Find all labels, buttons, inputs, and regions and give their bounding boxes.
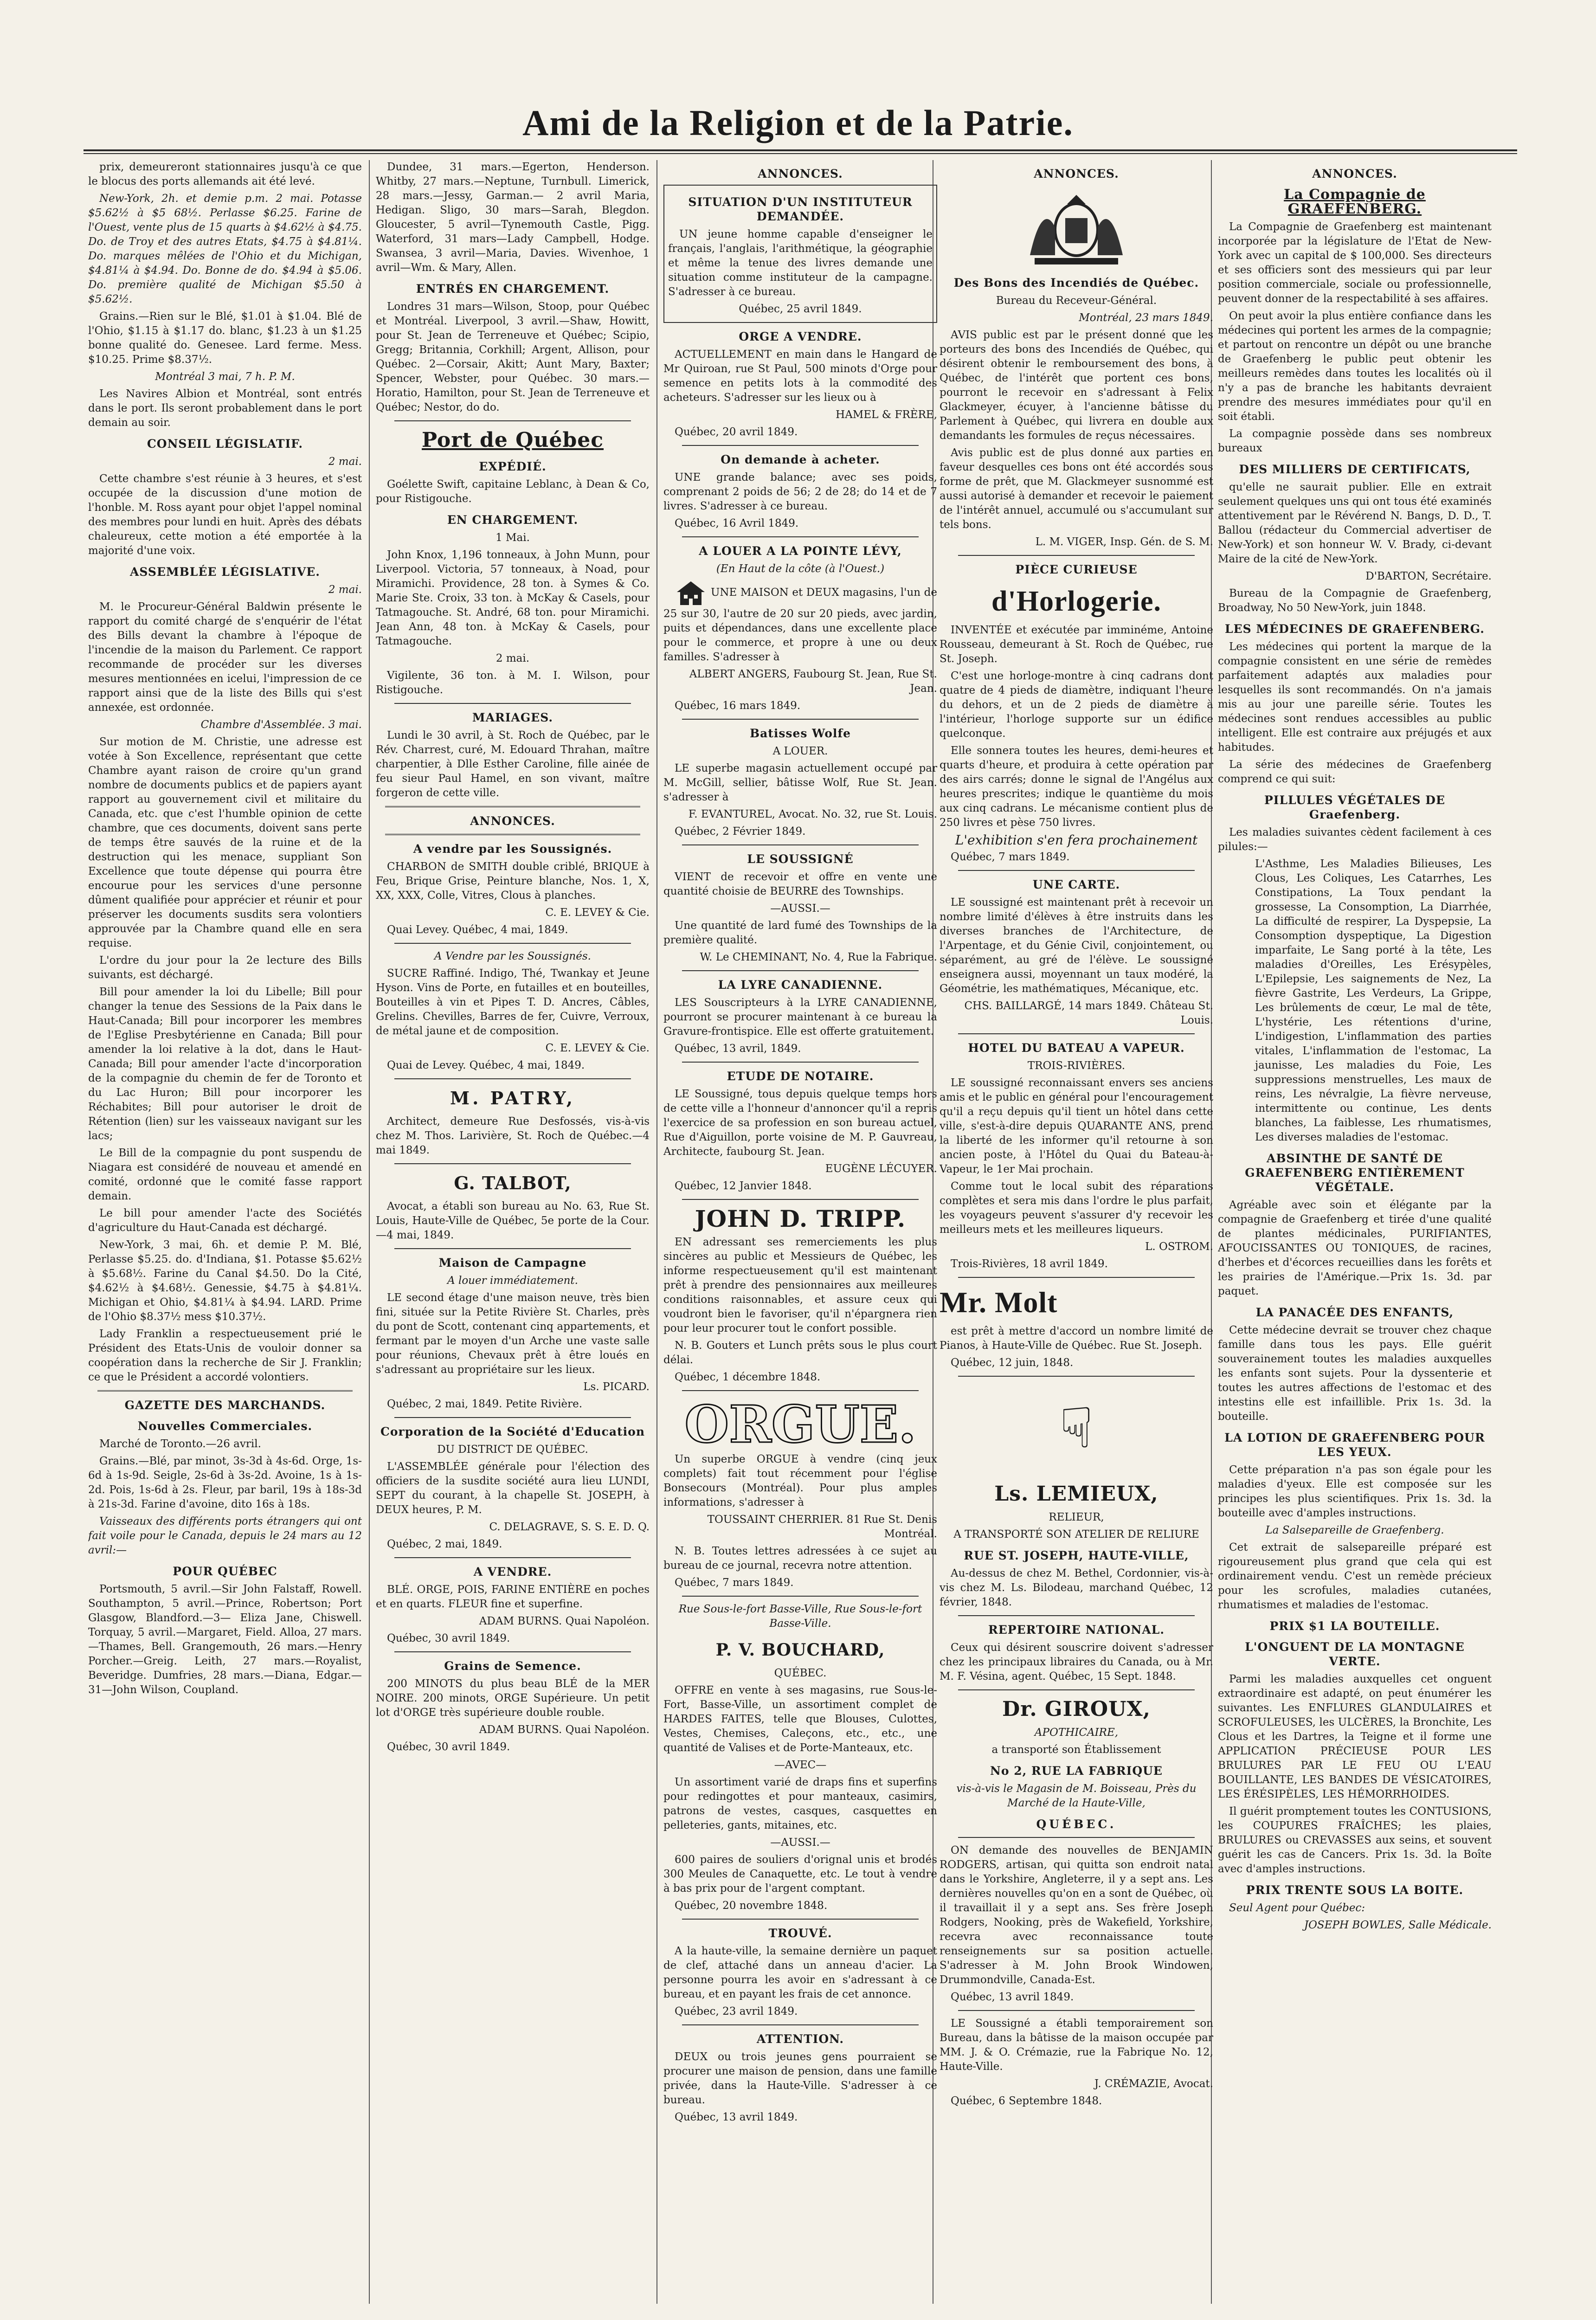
paragraph: DEUX ou trois jeunes gens pourraient se procurer une maison de pension, dans une famille privée, dans la Haute-Ville. S'adresser à ce bureau.: [663, 2051, 937, 2106]
ad-subheading: A louer immédiatement.: [447, 1275, 578, 1287]
section-heading: ANNONCES.: [1034, 167, 1119, 180]
divider: [682, 1596, 919, 1597]
paragraph: 600 paires de souliers d'orignal unis et brodés 300 Meules de Canaquette, etc. Le tout à vendre à bas prix pour de l'argent comptant.: [663, 1854, 937, 1895]
paragraph: Québec, 2 mai, 1849.: [387, 1538, 502, 1550]
paragraph: Parmi les maladies auxquelles cet onguent extraordinaire est adapté, on peut énumérer les suivantes. Les ENFLURES GLANDULAIRES et SCROFULEUSES, les ULCÈRES, la Bronchite, Les Clous et les Dartres, la Teigne et il forme une APPLICATION PRÉCIEUSE POUR LES BRULURES PAR LE FEU OU L'EAU BOUILLANTE, LES BANDES DE VÉSICATOIRES, LES ÉRÉSIPÈLES, LES HÉMORRHOIDES.: [1218, 1673, 1492, 1800]
ad-subheading: RELIEUR,: [1049, 1511, 1104, 1523]
paragraph: On peut avoir la plus entière confiance dans les médecines qui portent les armes de la compagnie; et partout on rencontre un dépôt ou une branche de Graefenberg le public peut obtenir les meilleurs remèdes dans toutes les localités où il n'y a pas de branche les habitants devraient prendre des mesures immédiates pour qu'il en soit établi.: [1218, 310, 1492, 423]
ad-heading: La Compagnie de GRAEFENBERG.: [1284, 187, 1426, 217]
paragraph: UNE grande balance; avec ses poids, comprenant 2 poids de 56; 2 de 28; do 14 et de 7 livres. S'adresser à ce bureau.: [663, 471, 937, 512]
paragraph: Vigilente, 36 ton. à M. I. Wilson, pour Ristigouche.: [376, 670, 650, 696]
paragraph: Le Bill de la compagnie du pont suspendu de Niagara est considéré de nouveau et amendé en comité, ordonné que le comité fasse rapport demain.: [88, 1147, 362, 1202]
ad-heading: PIÈCE CURIEUSE: [1015, 563, 1138, 576]
divider: [394, 1163, 631, 1164]
signature: L. OSTROM.: [1145, 1241, 1213, 1253]
paragraph: Lundi le 30 avril, à St. Roch de Québec, par le Rév. Charrest, curé, M. Edouard Thrahan, maître charpentier, à Dlle Esther Caroline, fille ainée de feu sieur Paul Hamel, en son vivant, maître forgeron de cette ville.: [376, 729, 650, 799]
paragraph: EN adressant ses remerciements les plus sincères au public et Messieurs de Québec, les informe respectueusement qu'il est maintenant prêt à prendre des pensionnaires aux meilleures conditions raisonnables, et assure ceux qui voudront bien le favoriser, qu'il n'épargnera rien pour leur procurer tout le confort possible.: [663, 1236, 937, 1334]
divider: [385, 834, 640, 835]
divider: [394, 943, 631, 944]
paragraph: Cet extrait de salsepareille préparé est rigoureusement plus grand que cela qui est ordinairement vendu. C'est un remède précieux pour les scrofules, maladies cutanées, rhumatismes et maladies de l'estomac.: [1218, 1541, 1492, 1611]
paragraph: N. B. Toutes lettres adressées à ce sujet au bureau de ce journal, recevra notre attention.: [663, 1545, 937, 1572]
paragraph: Québec, 7 mars 1849.: [675, 1577, 794, 1589]
column-5: [1218, 160, 1492, 2304]
paragraph: Québec, 2 Février 1849.: [675, 825, 806, 838]
ad-heading: QUÉBEC.: [1036, 1817, 1117, 1831]
paragraph: Québec, 16 mars 1849.: [675, 700, 801, 712]
paragraph: Une quantité de lard fumé des Townships de la première qualité.: [663, 920, 937, 946]
ad-heading: HOTEL DU BATEAU A VAPEUR.: [968, 1041, 1185, 1055]
paragraph: Marché de Toronto.—26 avril.: [99, 1438, 261, 1450]
paragraph: Cette préparation n'a pas son égale pour les maladies d'yeux. Elle est composée sur les principes les plus scientifiques. Prix 1s. 3d. la bouteille avec d'amples instructions.: [1218, 1464, 1492, 1519]
paragraph: Portsmouth, 5 avril.—Sir John Falstaff, Rowell. Southampton, 5 avril.—Prince, Robertson; Port Glasgow, Blandford.—3— Eliza Jane, Chiswell. Torquay, 5 avril.—Margaret, Field. Alloa, 27 mars.—Thames, Bell. Grangemouth, 26 mars.—Henry Porcher.—Greig. Leith, 27 mars.—Royalist, Beveridge. Dumfries, 28 mars.—Diana, Edgar.— 31—John Wilson, Coupland.: [88, 1583, 362, 1696]
paragraph: UN jeune homme capable d'enseigner le français, l'anglais, l'arithmétique, la géographie et même la tenue des livres demande une situation comme instituteur de la campagne. S'adresser à ce bureau.: [668, 228, 933, 298]
signature: L. M. VIGER, Insp. Gén. de S. M.: [1035, 536, 1213, 548]
ad-heading: Mr. Molt: [940, 1286, 1058, 1319]
divider: [682, 536, 919, 537]
paragraph: Québec, 20 avril 1849.: [675, 426, 798, 438]
signature: CHS. BAILLARGÉ, 14 mars 1849. Château St. Louis.: [964, 1000, 1213, 1026]
royal-crest-icon: [1016, 186, 1137, 269]
paragraph: LE superbe magasin actuellement occupé par M. McGill, sellier, bâtisse Wolf, Rue St. Jean. s'adresser à: [663, 762, 937, 803]
ad-subheading: QUÉBEC.: [774, 1667, 827, 1679]
section-heading: POUR QUÉBEC: [173, 1565, 277, 1578]
ailment-list: L'Asthme, Les Maladies Bilieuses, Les Clous, Les Coliques, Les Catarrhes, Les Constipations, La Toux pendant la grossesse, La Consomption, La Diarrhée, La difficulté de respirer, La Dyspepsie, La Consomption dyspeptique, La Digestion imparfaite, Le Sang porté à la tête, Les maladies d'Oreilles, Les Erésypèles, L'Epilepsie, Les saignements de Nez, La fièvre Gastrite, Les Verdeurs, La Grippe, Les brûlements de cœur, Le mal de tête, L'hystérie, Les rétentions d'urine, L'indigestion, L'inflammation des parties vitales, L'inflammation de l'estomac, La jaunisse, Les maladies du Foie, Les suppressions menstruelles, Les maux de reins, Les névralgie, La fièvre nerveuse, intermittente ou continue, Les dents blanches, La faiblesse, Les rhumatismes, Les diverses maladies de l'estomac.: [1255, 858, 1492, 1143]
signature: ALBERT ANGERS, Faubourg St. Jean, Rue St. Jean.: [689, 668, 937, 695]
paragraph: A la haute-ville, la semaine dernière un paquet de clef, attaché dans un anneau d'acier. La personne pourra les avoir en s'adressant à ce bureau, et en payant les frais de cet annonce.: [663, 1945, 937, 2000]
signature: JOSEPH BOWLES, Salle Médicale.: [1304, 1919, 1492, 1931]
ad-heading: LA LOTION DE GRAEFENBERG POUR LES YEUX.: [1224, 1431, 1485, 1459]
divider: [682, 1199, 919, 1200]
divider: [682, 1390, 919, 1391]
ad-heading: REPERTOIRE NATIONAL.: [988, 1623, 1165, 1637]
pointing-hand-icon: ☟: [1059, 1396, 1094, 1461]
paragraph: Les maladies suivantes cèdent facilement à ces pilules:—: [1218, 826, 1492, 853]
paragraph: 200 MINOTS du plus beau BLÉ de la MER NOIRE. 200 minots, ORGE Supérieure. Un petit lot d'ORGE très supérieure double rouble.: [376, 1678, 650, 1719]
signature: ADAM BURNS. Quai Napoléon.: [479, 1615, 650, 1627]
paragraph: Dundee, 31 mars.—Egerton, Henderson. Whitby, 27 mars.—Neptune, Turnbull. Limerick, 28 mars.—Jessy, Garman.— 2 avril Maria, Hedigan. Sligo, 30 mars—Sarah, Blegdon. Gloucester, 5 avril—Tynemouth Castle, Pigg. Waterford, 31 mars—Lady Campbell, Hodge. Swansea, 3 avril—Maria, Davies. Wivenhoe, 1 avril—Wm. & Mary, Allen.: [376, 161, 650, 274]
paragraph: Il guérit promptement toutes les CONTUSIONS, les COUPURES FRAÎCHES; les plaies, BRULURES ou CREVASSES aux seins, et souvent guérit les cas de Cancers. Prix 1s. 3d. la Boîte avec d'amples instructions.: [1218, 1805, 1492, 1875]
paragraph: La Compagnie de Graefenberg est maintenant incorporée par la législature de l'Etat de New-York avec un capital de $ 100,000. Ses directeurs et ses officiers sont des messieurs qui par leur position commerciale, sociale ou professionnelle, peuvent donner de la respectabilité à ses affaires.: [1218, 221, 1492, 305]
paragraph: Grains.—Rien sur le Blé, $1.01 à $1.04. Blé de l'Ohio, $1.15 à $1.17 do. blanc, $1.23 à un $1.25 bonne qualité do. Genesee. Lard ferme. Mess. $10.25. Prime $8.37½.: [88, 310, 362, 366]
divider: [958, 1033, 1195, 1034]
paragraph: Seul Agent pour Québec:: [1229, 1902, 1365, 1914]
divider: [682, 1919, 919, 1920]
ad-subheading: —AUSSI.—: [770, 1837, 830, 1849]
ad-heading: Batisses Wolfe: [749, 727, 851, 740]
paragraph: Elle sonnera toutes les heures, demi-heures et quarts d'heure, et produira à cette opération par des airs carrés; donne le signal de l'Angélus aux heures prescrites; indique le quantième du mois aux cinq cadrans. Le mécanisme contient plus de 250 livres et pèse 750 livres.: [940, 745, 1213, 829]
ad-heading: A LOUER A LA POINTE LÉVY,: [699, 544, 902, 558]
paragraph: Architect, demeure Rue Desfossés, vis-à-vis chez M. Thos. Larivière, St. Roch de Québec.—4 mai 1849.: [376, 1115, 650, 1156]
paragraph: Quai de Levey. Québec, 4 mai, 1849.: [387, 1059, 585, 1071]
paragraph: Cette chambre s'est réunie à 3 heures, et s'est occupée de la discussion d'une motion de l'honble. M. Ross ayant pour objet l'appel nominal des membres pour lundi en huit. Après des débats chaleureux, cette motion a été emportée à la majorité d'une voix.: [88, 473, 362, 557]
paragraph: prix, demeureront stationnaires jusqu'à ce que le blocus des ports allemands ait été levé.: [88, 161, 362, 187]
divider: [394, 703, 631, 704]
divider: [682, 2024, 919, 2025]
paragraph: Québec, 16 Avril 1849.: [675, 517, 799, 529]
section-heading: EXPÉDIÉ.: [479, 460, 547, 473]
ad-heading: PILLULES VÉGÉTALES DE Graefenberg.: [1264, 793, 1446, 821]
signature: ADAM BURNS. Quai Napoléon.: [479, 1724, 650, 1736]
divider: [958, 1277, 1195, 1278]
paragraph: Les Navires Albion et Montréal, sont entrés dans le port. Ils seront probablement dans le port demain au soir.: [88, 388, 362, 429]
divider: [394, 1557, 631, 1558]
ad-heading: LA PANACÉE DES ENFANTS,: [1255, 1306, 1454, 1319]
ad-heading: ETUDE DE NOTAIRE.: [727, 1070, 874, 1083]
ad-heading: ABSINTHE DE SANTÉ DE GRAEFENBERG ENTIÈREMENT VÉGÉTALE.: [1245, 1152, 1465, 1194]
paragraph: Quai Levey. Québec, 4 mai, 1849.: [387, 924, 568, 936]
section-heading: ENTRÉS EN CHARGEMENT.: [416, 282, 610, 296]
ad-heading: JOHN D. TRIPP.: [695, 1205, 906, 1232]
paragraph: LE Soussigné a établi temporairement son Bureau, dans la bâtisse de la maison occupée par MM. J. & O. Crémazie, rue la Fabrique No. 12, Haute-Ville.: [940, 2017, 1213, 2073]
paragraph: Lady Franklin a respectueusement prié le Président des Etats-Unis de vouloir donner sa coopération dans la recherche de Sir J. Franklin; ce que le Président a accordé volontiers.: [88, 1328, 362, 1383]
paragraph: Québec, 12 juin, 1848.: [951, 1357, 1074, 1369]
ad-subheading: DU DISTRICT DE QUÉBEC.: [437, 1444, 588, 1456]
paragraph: M. le Procureur-Général Baldwin présente le rapport du comité chargé de s'enquérir de l'état des Bills devant la chambre à l'époque de l'incendie de la maison du Parlement. Ce rapport recommande de procéder sur les diverses mesures mentionnées en icelui, l'impression de ce rapport ainsi que de la liste des Bills qui s'est annexée, est ordonnée.: [88, 601, 362, 714]
paragraph: SUCRE Raffiné. Indigo, Thé, Twankay et Jeune Hyson. Vins de Porte, en futailles et en bouteilles, Bouteilles à vin et Pipes T. D. Ancres, Câbles, Grelins. Chevilles, Barres de fer, Cuivre, Verroux, de métal jaune et de composition.: [376, 967, 650, 1037]
ad-text: UNE MAISON et DEUX magasins, l'un de 25 sur 30, l'autre de 20 sur 20 pieds, avec jardin, puits et dépendances, dans une excellente place pour le commerce, et propre à une ou deux familles. S'adresser à: [663, 586, 937, 663]
ad-subheading: (En Haut de la côte (à l'Ouest.): [716, 563, 885, 575]
section-heading: ANNONCES.: [758, 167, 843, 180]
ad-heading: d'Horlogerie.: [991, 586, 1161, 617]
divider: [682, 844, 919, 845]
paragraph: L'ASSEMBLÉE générale pour l'élection des officiers de la susdite société aura lieu LUNDI, SEPT du courant, à la chapelle St. JOSEPH, à DEUX heures, P. M.: [376, 1461, 650, 1516]
paragraph: Québec, 30 avril 1849.: [387, 1632, 510, 1644]
ad-box: [663, 185, 937, 323]
paragraph: Bureau de la Compagnie de Graefenberg, Broadway, No 50 New-York, juin 1848.: [1218, 587, 1492, 614]
paragraph: Québec, 20 novembre 1848.: [675, 1900, 828, 1912]
ad-subheading: a transporté son Établissement: [991, 1744, 1161, 1756]
paragraph: Goélette Swift, capitaine Leblanc, à Dean & Co, pour Ristigouche.: [376, 478, 650, 505]
ad-heading: LES MÉDECINES DE GRAEFENBERG.: [1225, 622, 1485, 636]
ad-heading: LE SOUSSIGNÉ: [747, 852, 854, 866]
paragraph: Québec, 13 avril, 1849.: [675, 1043, 801, 1055]
signature: HAMEL & FRÈRE,: [836, 409, 937, 421]
ad-heading: No 2, RUE LA FABRIQUE: [990, 1764, 1163, 1778]
paragraph: Au-dessus de chez M. Bethel, Cordonnier, vis-à-vis chez M. Ls. Bilodeau, marchand Québec, 12 février, 1848.: [940, 1567, 1213, 1608]
ad-heading: M. PATRY,: [450, 1088, 575, 1108]
section-heading: CONSEIL LÉGISLATIF.: [147, 437, 303, 451]
paragraph: Québec, 6 Septembre 1848.: [951, 2095, 1102, 2107]
paragraph: est prêt à mettre d'accord un nombre limité de Pianos, à Haute-Ville de Québec. Rue St. Joseph.: [940, 1325, 1213, 1352]
column-4: [940, 160, 1213, 2304]
ad-subheading: vis-à-vis le Magasin de M. Boisseau, Près du Marché de la Haute-Ville,: [956, 1783, 1197, 1809]
paragraph: Trois-Rivières, 18 avril 1849.: [951, 1258, 1108, 1270]
paragraph: Grains.—Blé, par minot, 3s-3d à 4s-6d. Orge, 1s-6d à 1s-9d. Seigle, 2s-6d à 3s-2d. Avoine, 1s à 1s-2d. Pois, 1s-6d à 2s. Fleur, par baril, 19s à 18s-3d à 21s-3d. Farine d'avoine, dito 16s à 18s.: [88, 1455, 362, 1510]
dateline: Montréal 3 mai, 7 h. P. M.: [155, 371, 295, 383]
dateline: Montréal, 23 mars 1849.: [1079, 312, 1213, 324]
signature: F. EVANTUREL, Avocat. No. 32, rue St. Louis.: [688, 808, 937, 820]
ad-heading: ORGE A VENDRE.: [739, 330, 862, 343]
paragraph: ON demande des nouvelles de BENJAMIN RODGERS, artisan, qui quitta son endroit natal dans le Yorkshire, Angleterre, il y a sept ans. Les dernières nouvelles qu'on en a sont de Québec, où il travaillait il y a sept ans. Ses frère Joseph Rodgers, Nooking, près de Wakefield, Yorkshire, recevra avec reconnaissance toute renseignements sur sa position actuelle. S'adresser à M. John Brook Windowen, Drummondville, Canada-Est.: [940, 1844, 1213, 1986]
paragraph: Cette médecine devrait se trouver chez chaque famille dans tous les pays. Elle guérit souverainement toutes les maladies auxquelles les enfants sont sujets. Pour la dyssenterie et toutes les autres affections de l'estomac et des intestins elle est infaillible. Prix 1s. 3d. la bouteille.: [1218, 1324, 1492, 1423]
ad-heading: La Salsepareille de Graefenberg.: [1265, 1524, 1444, 1536]
divider: [394, 1417, 631, 1418]
divider: [682, 970, 919, 971]
dateline: 2 mai.: [328, 456, 362, 468]
paragraph: Agréable avec soin et élégante par la compagnie de Graefenberg et tirée d'une qualité de plantes médicinales, PURIFIANTES, AFOUCISSANTES OU TONIQUES, de racines, d'herbes et d'écorces recueillies dans les forêts et les prairies de l'Amérique.—Prix 1s. 3d. par paquet.: [1218, 1199, 1492, 1297]
paragraph: qu'elle ne saurait publier. Elle en extrait seulement quelques uns qui ont tous été examinés attentivement par le Révérend N. Bangs, D. D., T. Ballou (rédacteur du Commercial advertiser de New-York) et son honneur W. V. Brady, ci-devant Maire de la cité de New-York.: [1218, 481, 1492, 565]
paragraph: LES Souscripteurs à la LYRE CANADIENNE, pourront se procurer maintenant à ce bureau la Gravure-frontispice. Elle est offerte gratuitement.: [663, 997, 937, 1038]
paragraph: Québec, 13 avril 1849.: [951, 1991, 1074, 2003]
paragraph: Les médecines qui portent la marque de la compagnie consistent en une série de remèdes parfaitement adaptés aux maladies pour lesquelles ils sont recommandés. On n'a jamais mis au jour une pareille série. Toutes les médecines sont rendues accessibles au public intelligent. Elle est contraire aux préjugés et aux habitudes.: [1218, 641, 1492, 754]
ad-heading: Des Bons des Incendiés de Québec.: [953, 276, 1199, 290]
section-heading: Nouvelles Commerciales.: [137, 1419, 313, 1433]
column-3: [663, 160, 937, 2304]
signature: TOUSSAINT CHERRIER. 81 Rue St. Denis Montréal.: [707, 1514, 937, 1540]
section-heading: ASSEMBLÉE LÉGISLATIVE.: [129, 565, 320, 579]
paragraph: Québec, 2 mai, 1849. Petite Rivière.: [387, 1398, 583, 1410]
ad-heading: Maison de Campagne: [438, 1256, 587, 1270]
dateline: 2 mai.: [496, 652, 530, 664]
signature: D'BARTON, Secrétaire.: [1365, 570, 1492, 582]
paragraph: Québec, 30 avril 1849.: [387, 1741, 510, 1753]
paragraph: Comme tout le local subit des réparations complètes et sera mis dans l'ordre le plus parfait, les voyageurs peuvent s'assurer d'y recevoir les meilleurs mets et les meilleures liqueurs.: [940, 1180, 1213, 1236]
paragraph: OFFRE en vente à ses magasins, rue Sous-le-Fort, Basse-Ville, un assortiment complet de HARDES FAITES, telle que Blouses, Culottes, Vestes, Chemises, Caleçons, etc., etc., une quantité de Valises et de Porte-Manteaux, etc.: [663, 1684, 937, 1754]
column-separator: [369, 160, 370, 2304]
column-1: [88, 160, 362, 2304]
ad-heading: DES MILLIERS DE CERTIFICATS,: [1239, 463, 1471, 476]
divider: [958, 555, 1195, 556]
paragraph: INVENTÉE et exécutée par imminéme, Antoine Rousseau, demeurant à St. Roch de Québec, rue St. Joseph.: [940, 624, 1213, 665]
divider: [958, 870, 1195, 871]
signature: W. Le CHEMINANT, No. 4, Rue la Fabrique.: [700, 951, 937, 963]
house-icon: [675, 579, 707, 607]
section-heading: Port de Québec: [421, 428, 604, 452]
masthead: [84, 97, 1512, 148]
signature: Ls. PICARD.: [583, 1381, 650, 1393]
paragraph: Un assortiment varié de draps fins et superfins pour redingottes et pour manteaux, casimirs, patrons de vestes, casques, casquettes en pelleteries, gants, mitaines, etc.: [663, 1776, 937, 1831]
paragraph: AVIS public est par le présent donné que les porteurs des bons des Incendiés de Québec, qui désirent obtenir le remboursement des bons, à Québec, de l'intérêt que portent ces bons, pourront le recevoir en s'adressant à Felix Glackmeyer, écuyer, à l'ancienne bâtisse du Parlement à Québec, qui livrera en double aux demandants les formules de reçus nécessaires.: [940, 329, 1213, 442]
ad-heading: On demande à acheter.: [721, 453, 880, 466]
ad-heading: A vendre par les Soussignés.: [413, 842, 612, 856]
paragraph: ACTUELLEMENT en main dans le Hangard de Mr Quiroan, rue St Paul, 500 minots d'Orge pour semence en petits lots à la commodité des acheteurs. S'adresser sur les lieux ou à: [663, 348, 937, 404]
ad-subheading: —AUSSI.—: [770, 902, 830, 915]
section-heading: ANNONCES.: [470, 814, 555, 828]
signature: EUGÈNE LÉCUYER.: [825, 1163, 937, 1175]
divider: [394, 1248, 631, 1249]
paragraph: Le bill pour amender l'acte des Sociétés d'agriculture du Haut-Canada est déchargé.: [88, 1207, 362, 1234]
ad-heading: TROUVÉ.: [768, 1927, 832, 1940]
paragraph: Vaisseaux des différents ports étrangers qui ont fait voile pour le Canada, depuis le 24 mars au 12 avril:—: [88, 1515, 362, 1556]
ad-heading: Grains de Semence.: [444, 1659, 581, 1673]
signature: C. E. LEVEY & Cie.: [545, 907, 650, 919]
ad-heading: Ls. LEMIEUX,: [994, 1482, 1158, 1506]
divider: [682, 1062, 919, 1063]
ad-heading: A Vendre par les Soussignés.: [434, 950, 591, 962]
paragraph: New-York, 3 mai, 6h. et demie P. M. Blé, Perlasse $5.25. do. d'Indiana, $1. Potasse $5.62½ à $5.68½. Farine du Canal $4.50. Do la Cité, $4.62½ à $4.68½. Genessie, $4.75 à $4.81¼. Michigan et Ohio, $4.81¼ à $4.94. LARD. Prime de l'Ohio $8.37½ mess $10.37½.: [88, 1239, 362, 1323]
ad-heading: PRIX $1 LA BOUTEILLE.: [1269, 1619, 1440, 1633]
ad-heading: ORGUE.: [684, 1394, 916, 1454]
dateline: Chambre d'Assemblée. 3 mai.: [200, 719, 362, 731]
ad-heading: Dr. GIROUX,: [1002, 1697, 1151, 1721]
section-heading: EN CHARGEMENT.: [447, 513, 579, 527]
divider: [958, 1689, 1195, 1690]
paragraph: La compagnie possède dans ses nombreux bureaux: [1218, 428, 1492, 454]
ad-subheading: APOTHICAIRE,: [1034, 1727, 1119, 1739]
paragraph: Québec, 12 Janvier 1848.: [675, 1180, 812, 1192]
paragraph: John Knox, 1,196 tonneaux, à John Munn, pour Liverpool. Victoria, 57 tonneaux, à Noad, pour Miramichi. Providence, 28 ton. à Symes & Co. Marie Ste. Croix, 33 ton. à McKay & Casels, pour Tatmagouche. St. André, 68 ton. pour Miramichi. Jean Ann, 48 ton. à McKay & Casels, pour Tatmagouche.: [376, 549, 650, 647]
ad-heading: RUE ST. JOSEPH, HAUTE-VILLE,: [964, 1549, 1189, 1562]
ad-heading: UNE CARTE.: [1032, 878, 1120, 891]
signature: C. E. LEVEY & Cie.: [545, 1042, 650, 1054]
signature: J. CRÉMAZIE, Avocat.: [1094, 2078, 1213, 2090]
ad-heading: G. TALBOT,: [454, 1173, 572, 1193]
ad-address: Rue Sous-le-fort Basse-Ville, Rue Sous-le-fort Basse-Ville.: [678, 1603, 922, 1630]
paragraph: Sur motion de M. Christie, une adresse est votée à Son Excellence, représentant que cette Chambre ayant raison de croire qu'un grand nombre de documents publics et de papiers ayant rapport au gouvernement civil et militaire du Canada, etc. que c'est l'humble opinion de cette chambre, que ces documents, doivent sans perte de temps être sauvés de la ruine et de la destruction qui les menace, suppliant Son Excellence que toute dépense qui pourra être encourue pour les services d'une personne dûment qualifiée pour apprécier et réunir et pour préserver les documents susdits sera volontiers approuvée par la Chambre quand elle en sera requise.: [88, 736, 362, 949]
divider: [682, 445, 919, 446]
paragraph: Un superbe ORGUE à vendre (cinq jeux complets) fait tout récemment pour l'église Bonsecours (Montréal). Pour plus amples informations, s'adresser à: [663, 1453, 937, 1508]
ad-heading: L'ONGUENT DE LA MONTAGNE VERTE.: [1245, 1640, 1465, 1668]
paragraph: Bill pour amender la loi du Libelle; Bill pour changer la tenue des Sessions de la Paix dans le Haut-Canada; Bill pour incorporer les membres de l'Eglise Presbytérienne en Canada; Bill pour amender la loi relative à la dot, dans le Haut-Canada; Bill pour amender l'acte d'incorporation de la compagnie du chemin de fer de Toronto et du Lac Huron; Bill pour incorporer les Réchabites; Bill pour autoriser le droit de Rétention (lien) sur les vaisseaux navigant sur les lacs;: [88, 986, 362, 1142]
ad-heading: Corporation de la Société d'Education: [380, 1425, 645, 1438]
paragraph: L'exhibition s'en fera prochainement: [955, 832, 1198, 848]
signature: C. DELAGRAVE, S. S. E. D. Q.: [489, 1521, 650, 1533]
paragraph: Québec, 13 avril 1849.: [675, 2111, 798, 2123]
ad-heading: SITUATION D'UN INSTITUTEUR DEMANDÉE.: [688, 195, 913, 223]
ad-subheading: Bureau du Receveur-Général.: [996, 295, 1157, 307]
divider: [394, 1078, 631, 1079]
divider: [385, 806, 640, 807]
ad-subheading: TROIS-RIVIÈRES.: [1027, 1060, 1126, 1072]
divider: [394, 1651, 631, 1652]
paragraph: Québec, 1 décembre 1848.: [675, 1371, 821, 1383]
paragraph: Québec, 7 mars 1849.: [951, 851, 1070, 863]
paragraph: Ceux qui désirent souscrire doivent s'adresser chez les principaux libraires du Canada, ou à Mr. M. F. Vésina, agent. Québec, 15 Sept. 1848.: [940, 1642, 1213, 1682]
paragraph: Avis public est de plus donné aux parties en faveur desquelles ces bons ont été accordés sous forme de prêt, que M. Glackmeyer susnommé est aussi autorisé à demander et recevoir le paiement de l'intérêt annuel, accumulé ou s'accumulant sur tels bons.: [940, 447, 1213, 531]
paragraph: N. B. Gouters et Lunch prêts sous le plus court délai.: [663, 1340, 937, 1366]
divider: [958, 1376, 1195, 1377]
paragraph: LE soussigné reconnaissant envers ses anciens amis et le public en général pour l'encouragement qu'il a reçu depuis qu'il tient un hôtel dans cette ville, s'est-à-dire depuis QUARANTE ANS, prend la liberté de les informer qu'il retourne à son ancien poste, à l'Hôtel du Quai du Bateau-à-Vapeur, le 1er Mai prochain.: [940, 1077, 1213, 1175]
masthead-rule: [84, 149, 1517, 151]
section-heading: MARIAGES.: [472, 711, 553, 724]
paragraph: C'est une horloge-montre à cinq cadrans dont quatre de 4 pieds de diamètre, indiquant l'heure du dehors, et un de 2 pieds de diamètre à l'intérieur, l'horloge supporte sur un édifice quelconque.: [940, 670, 1213, 740]
divider: [682, 719, 919, 720]
section-heading: GAZETTE DES MARCHANDS.: [124, 1398, 326, 1412]
paragraph: LE second étage d'une maison neuve, très bien fini, située sur la Petite Rivière St. Charles, près du pont de Scott, contenant cinq appartements, et fermant par le moyen d'un Arche une vaste salle pour réunions, Chevaux prêt à être loués en s'adressant au propriétaire sur les lieux.: [376, 1292, 650, 1376]
divider: [97, 1390, 353, 1392]
paragraph: LE soussigné est maintenant prêt à recevoir un nombre limité d'élèves à être instruits dans les diverses branches de l'Architecture, de l'Arpentage, et du Génie Civil, conjointement, ou séparément, au gré de l'élève. Le soussigné enseignera aussi, moyennant un taux modéré, la Géométrie, les mathématiques, Mécanique, etc.: [940, 896, 1213, 995]
paragraph: Québec, 23 avril 1849.: [675, 2005, 798, 2017]
paragraph: L'ordre du jour pour la 2e lecture des Bills suivants, est déchargé.: [88, 954, 362, 981]
dateline: 2 mai.: [328, 584, 362, 596]
divider: [958, 1615, 1195, 1616]
ad-heading: ATTENTION.: [756, 2032, 844, 2046]
paragraph: LE Soussigné, tous depuis quelque temps hors de cette ville a l'honneur d'annoncer qu'il a repris l'exercice de sa profession en son bureau actuel, Rue d'Aiguillon, porte voisine de M. P. Gauvreau, Architecte, faubourg St. Jean.: [663, 1088, 937, 1158]
paragraph: VIENT de recevoir et offre en vente une quantité choisie de BEURRE des Townships.: [663, 871, 937, 897]
column-2: [376, 160, 650, 2304]
ad-subheading: A TRANSPORTÉ SON ATELIER DE RELIURE: [953, 1528, 1199, 1540]
ad-heading: A VENDRE.: [473, 1565, 552, 1579]
divider: [958, 1837, 1195, 1838]
divider: [958, 2010, 1195, 2011]
section-heading: ANNONCES.: [1312, 167, 1397, 180]
ad-subheading: A LOUER.: [772, 745, 828, 757]
divider: [394, 420, 631, 421]
ad-heading: P. V. BOUCHARD,: [715, 1640, 885, 1660]
paragraph: New-York, 2h. et demie p.m. 2 mai. Potasse $5.62½ à $5 68½. Perlasse $6.25. Farine de l'Ouest, vente plus de 15 quarts à $4.62½ à $4.75. Do. de Troy et des autres Etats, $4.75 à $4.81¼. Do. marques mêlées de l'Ohio et du Michigan, $4.81¼ à $4.94. Do. Bonne de do. $4.94 à $5.06. Do. première qualité de Michigan $5.50 à $5.62½.: [88, 193, 362, 305]
paragraph: [663, 579, 937, 664]
dateline: 1 Mai.: [496, 532, 530, 544]
paragraph: CHARBON de SMITH double criblé, BRIQUE à Feu, Brique Grise, Peinture blanche, Nos. 1, X, XX, XXX, Colle, Vitres, Clous à planches.: [376, 861, 650, 902]
ad-subheading: —AVEC—: [774, 1759, 827, 1771]
paragraph: Londres 31 mars—Wilson, Stoop, pour Québec et Montréal. Liverpool, 3 avril.—Shaw, Howitt, pour St. Jean de Terreneuve et Québec; Scipio, Gregg; Britannia, Corkhill; Argent, Allison, pour Québec. 2—Corsair, Akitt; Aunt Mary, Baxter; Spencer, Webster, pour Québec. 30 mars.—Horatio, Hamilton, pour St. Jean de Terreneuve et Québec; Nestor, do do.: [376, 301, 650, 413]
masthead-title: Ami de la Religion et de la Patrie.: [522, 103, 1074, 143]
paragraph: BLÉ. ORGE, POIS, FARINE ENTIÈRE en poches et en quarts. FLEUR fine et superfine.: [376, 1584, 650, 1610]
ad-heading: LA LYRE CANADIENNE.: [718, 978, 883, 992]
dateline: Québec, 25 avril 1849.: [739, 303, 862, 315]
column-separator: [656, 160, 657, 2304]
masthead-rule-thin: [84, 153, 1517, 154]
paragraph: Avocat, a établi son bureau au No. 63, Rue St. Louis, Haute-Ville de Québec, 5e porte de la Cour.—4 mai, 1849.: [376, 1200, 650, 1241]
ad-heading: PRIX TRENTE SOUS LA BOITE.: [1246, 1883, 1464, 1897]
paragraph: La série des médecines de Graefenberg comprend ce qui suit:: [1218, 759, 1492, 785]
